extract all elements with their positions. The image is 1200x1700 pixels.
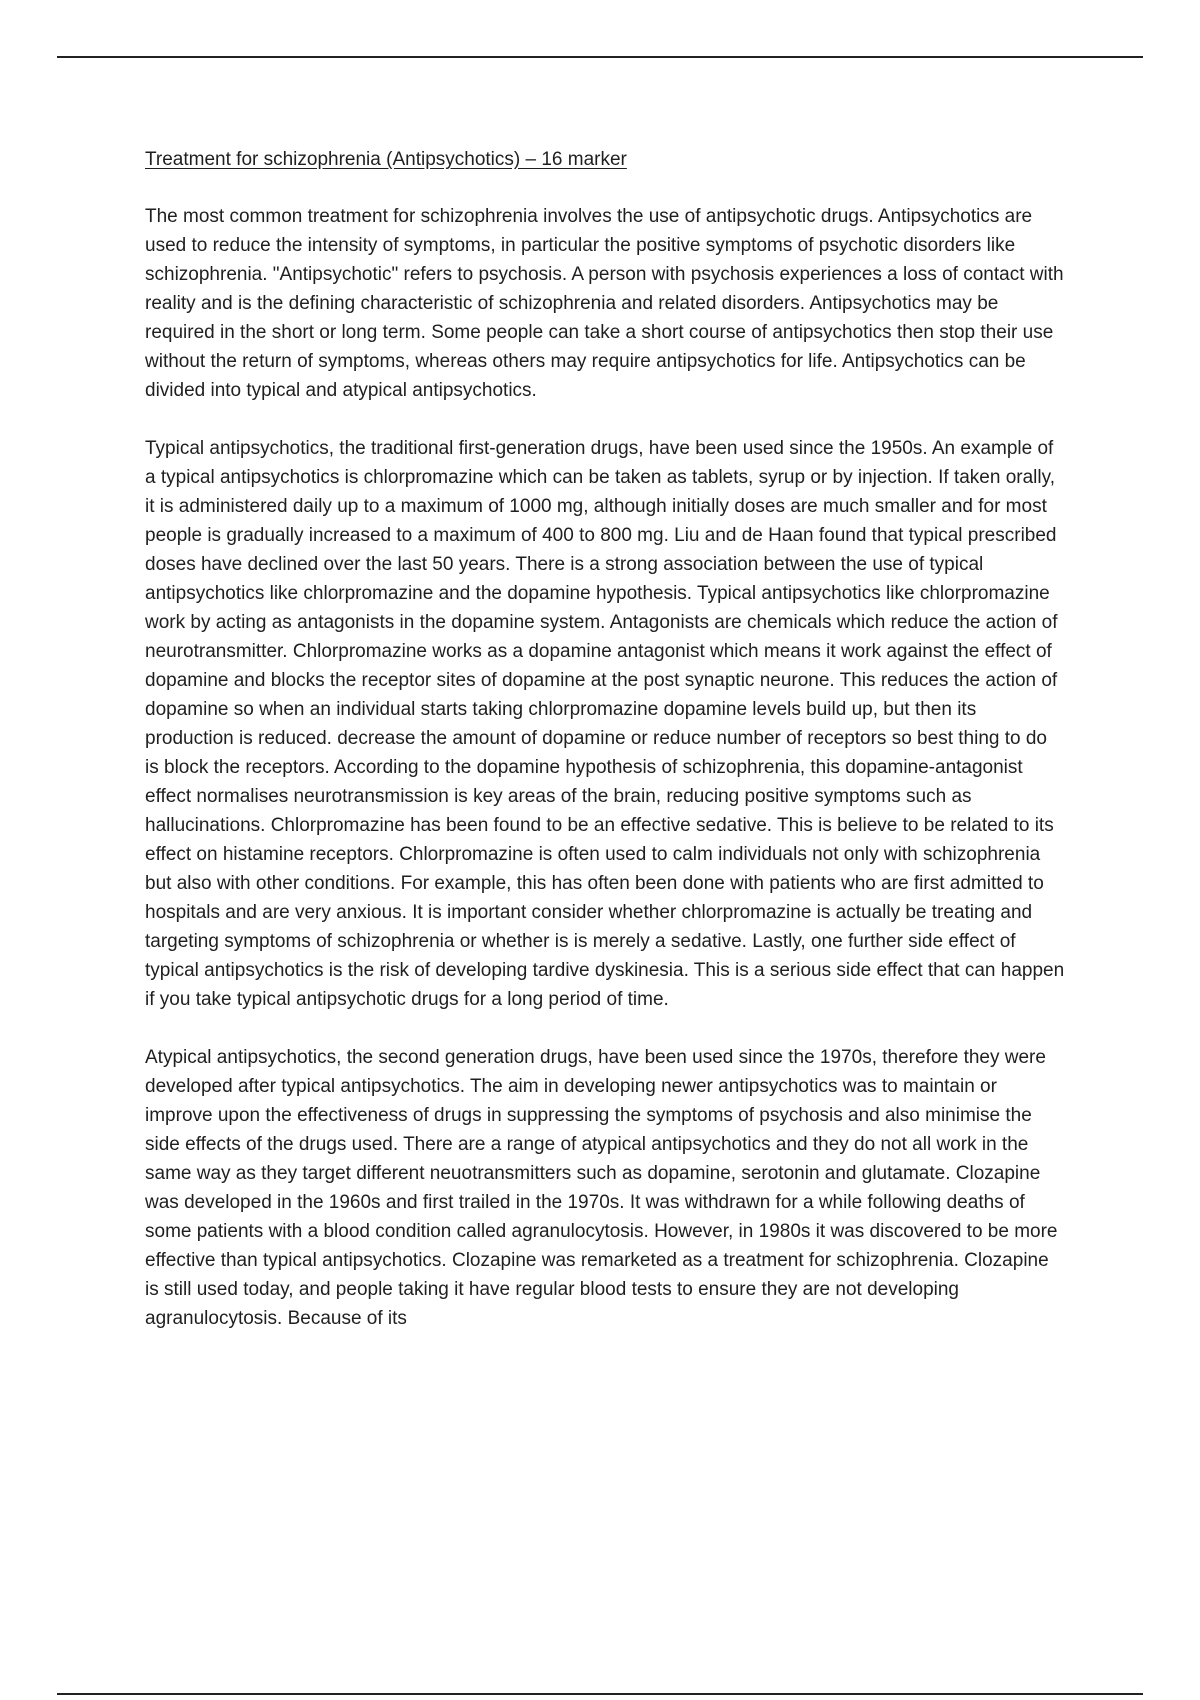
document-title: Treatment for schizophrenia (Antipsychotics) – 16 marker: [145, 149, 627, 170]
header-rule: [57, 56, 1143, 58]
paragraph-atypical-antipsychotics: Atypical antipsychotics, the second generation drugs, have been used since the 1970s, therefore they were developed after typical antipsychotics. The aim in developing newer antipsychotics was to maintain or improve upon the effectiveness of drugs in suppressing the symptoms of psychosis and also minimise the side effects of the drugs used. There are a range of atypical antipsychotics and they do not all work in the same way as they target different neuotransmitters such as dopamine, serotonin and glutamate. Clozapine was developed in the 1960s and first trailed in the 1970s. It was withdrawn for a while following deaths of some patients with a blood condition called agranulocytosis. However, in 1980s it was discovered to be more effective than typical antipsychotics. Clozapine was remarketed as a treatment for schizophrenia. Clozapine is still used today, and people taking it have regular blood tests to ensure they are not developing agranulocytosis. Because of its: [145, 1047, 1058, 1329]
footer-rule: [57, 1693, 1143, 1695]
paragraph-intro: The most common treatment for schizophrenia involves the use of antipsychotic drugs. Antipsychotics are used to reduce the intensity of symptoms, in particular the positive symptoms of psychotic disorders like schizophrenia. "Antipsychotic" refers to psychosis. A person with psychosis experiences a loss of contact with reality and is the defining characteristic of schizophrenia and related disorders. Antipsychotics may be required in the short or long term. Some people can take a short course of antipsychotics then stop their use without the return of symptoms, whereas others may require antipsychotics for life. Antipsychotics can be divided into typical and atypical antipsychotics.: [145, 206, 1064, 401]
paragraph-typical-antipsychotics: Typical antipsychotics, the traditional first-generation drugs, have been used since the 1950s. An example of a typical antipsychotics is chlorpromazine which can be taken as tablets, syrup or by injection. If taken orally, it is administered daily up to a maximum of 1000 mg, although initially doses are much smaller and for most people is gradually increased to a maximum of 400 to 800 mg. Liu and de Haan found that typical prescribed doses have declined over the last 50 years. There is a strong association between the use of typical antipsychotics like chlorpromazine and the dopamine hypothesis. Typical antipsychotics like chlorpromazine work by acting as antagonists in the dopamine system. Antagonists are chemicals which reduce the action of neurotransmitter. Chlorpromazine works as a dopamine antagonist which means it work against the effect of dopamine and blocks the receptor sites of dopamine at the post synaptic neurone. This reduces the action of dopamine so when an individual starts taking chlorpromazine dopamine levels build up, but then its production is reduced. decrease the amount of dopamine or reduce number of receptors so best thing to do is block the receptors. According to the dopamine hypothesis of schizophrenia, this dopamine-antagonist effect normalises neurotransmission is key areas of the brain, reducing positive symptoms such as hallucinations. Chlorpromazine has been found to be an effective sedative. This is believe to be related to its effect on histamine receptors. Chlorpromazine is often used to calm individuals not only with schizophrenia but also with other conditions. For example, this has often been done with patients who are first admitted to hospitals and are very anxious. It is important consider whether chlorpromazine is actually be treating and targeting symptoms of schizophrenia or whether is is merely a sedative. Lastly, one further side effect of typical antipsychotics is the risk of developing tardive dyskinesia. This is a serious side effect that can happen if you take typical antipsychotic drugs for a long period of time.: [145, 438, 1065, 1010]
document-body: [145, 145, 1065, 1362]
